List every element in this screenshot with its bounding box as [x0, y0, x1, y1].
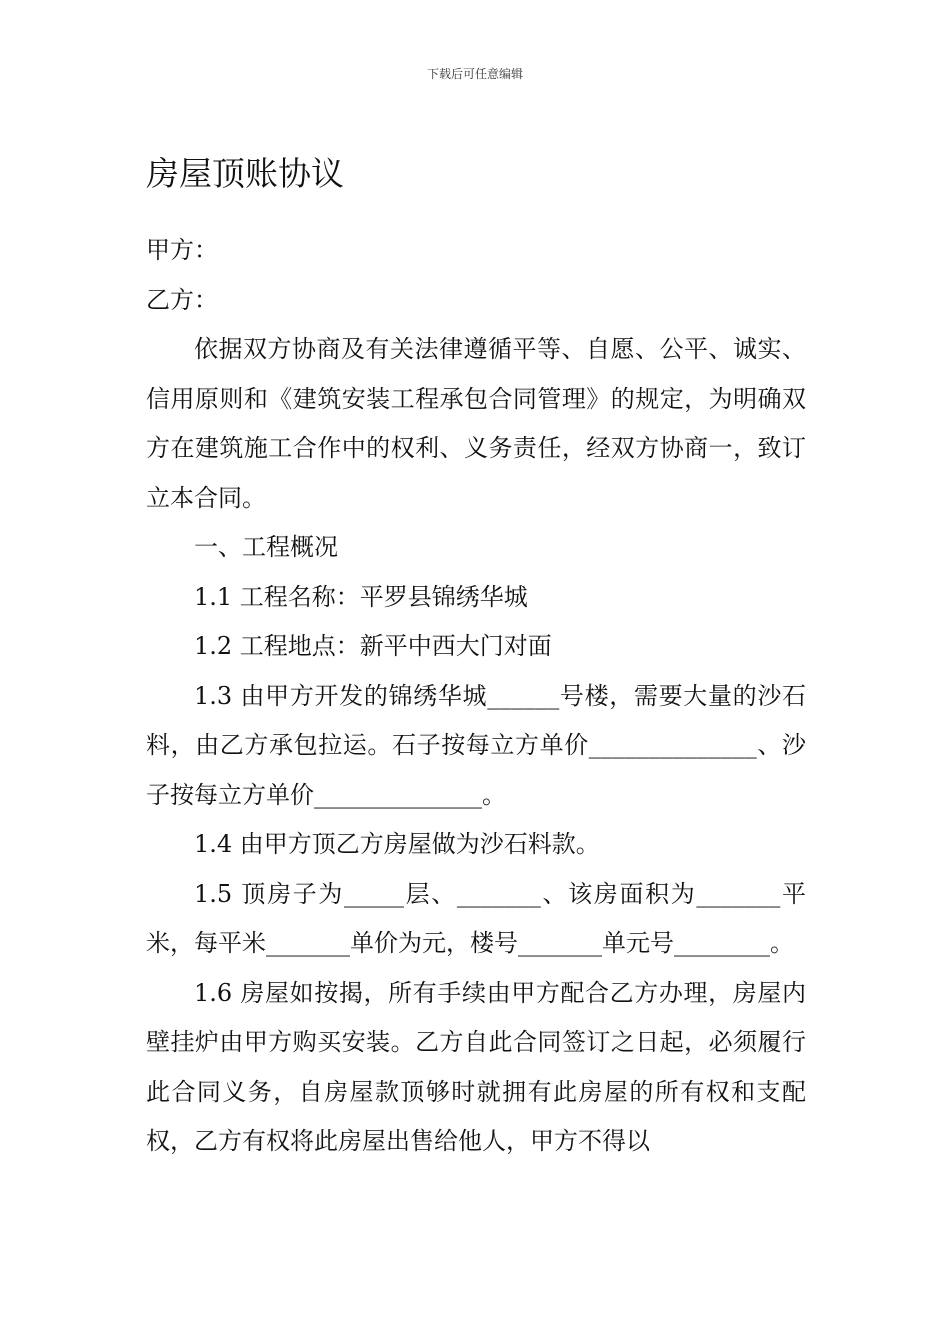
clause-1-6-mortgage: 1.6 房屋如按揭，所有手续由甲方配合乙方办理，房屋内壁挂炉由甲方购买安装。乙方自此合同签订之日起，必须履行此合同义务，自房屋款顶够时就拥有此房屋的所有权和支配权，乙方有权将此房屋出售给他人，甲方不得以 [146, 978, 806, 1155]
party-b-label: 乙方： [146, 285, 218, 314]
preamble-paragraph: 依据双方协商及有关法律遵循平等、自愿、公平、诚实、信用原则和《建筑安装工程承包合同管理》的规定，为明确双方在建筑施工合作中的权利、义务责任，经双方协商一，致订立本合同。 [146, 335, 806, 512]
document-body [146, 226, 806, 1167]
section-heading-project-overview: 一、工程概况 [194, 533, 338, 561]
clause-1-3-materials: 1.3 由甲方开发的锦绣华城______号楼，需要大量的沙石料，由乙方承包拉运。石子按每立方单价______________、沙子按每立方单价______________。 [146, 681, 806, 809]
clause-1-4-payment: 1.4 由甲方顶乙方房屋做为沙石料款。 [194, 830, 600, 858]
header-note: 下载后可任意编辑 [426, 67, 523, 81]
document-title: 房屋顶账协议 [146, 154, 344, 193]
party-a-label: 甲方： [146, 236, 218, 264]
clause-1-5-house-details: 1.5 顶房子为_____层、_______、该房面积为_______平米，每平米_______单价为元，楼号_______单元号________。 [146, 879, 806, 957]
clause-1-1-project-name: 1.1 工程名称：平罗县锦绣华城 [194, 582, 528, 611]
clause-1-2-project-location: 1.2 工程地点：新平中西大门对面 [194, 632, 552, 660]
